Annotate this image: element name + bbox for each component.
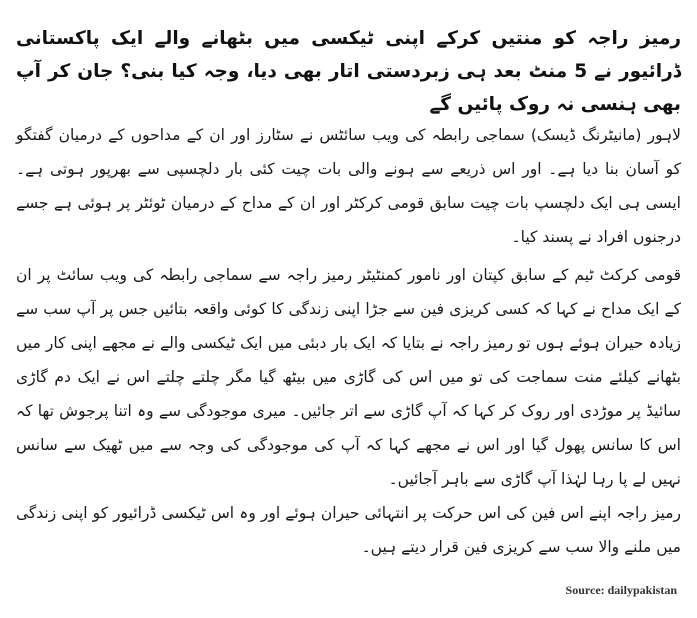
article-headline: رمیز راجہ کو منتیں کرکے اپنی ٹیکسی میں بٹھانے والے ایک پاکستانی ڈرائیور نے 5 منٹ بعد ہی زبردستی اتار بھی دیا، وجہ کیا بنی؟ جان کر آپ بھی ہنسی نہ روک پائیں گے — [16, 28, 681, 115]
source-credit: Source: dailypakistan — [565, 583, 677, 597]
article-body — [16, 0, 681, 618]
article-paragraph-2: قومی کرکٹ ٹیم کے سابق کپتان اور نامور کمنٹیٹر رمیز راجہ سے سماجی رابطہ کی ویب سائٹ پر ان کے ایک مداح نے کہا کہ کسی کریزی فین سے جڑا اپنی زندگی کا کوئی واقعہ بتائیں جس پر آپ سب سے زیادہ حیران ہوئے ہوں تو رمیز راجہ نے بتایا کہ ایک بار دبئی میں ایک ٹیکسی والے نے مجھے اپنی کار میں بٹھانے کیلئے منت سماجت کی تو میں اس کی گاڑی میں بیٹھ گیا مگر چلتے چلتے اس نے ایک دم گاڑی سائیڈ پر موڑدی اور روک کر کہا کہ آپ گاڑی سے اتر جائیں۔ میری موجودگی سے وہ اتنا پرجوش تھا کہ اس کا سانس پھول گیا اور اس نے مجھے کہا کہ آپ کی موجودگی کی وجہ سے میں ٹھیک سے سانس نہیں لے پا رہا لہٰذا آپ گاڑی سے باہر آجائیں۔ — [16, 266, 681, 488]
article-paragraph-1: لاہور (مانیٹرنگ ڈیسک) سماجی رابطہ کی ویب سائٹس نے سٹارز اور ان کے مداحوں کے درمیان گفتگو کو آسان بنا دیا ہے۔ اور اس ذریعے سے ہونے والی بات چیت کئی بار دلچسپی سے بھرپور ہوتی ہے۔ ایسی ہی ایک دلچسپ بات چیت سابق قومی کرکٹر اور ان کے مداح کے درمیان ٹوئٹر پر ہوئی ہے جسے درجنوں افراد نے پسند کیا۔ — [16, 126, 681, 246]
article-paragraph-3: رمیز راجہ اپنے اس فین کی اس حرکت پر انتہائی حیران ہوئے اور وہ اس ٹیکسی ڈرائیور کو اپنی زندگی میں ملنے والا سب سے کریزی فین قرار دیتے ہیں۔ — [16, 504, 681, 556]
